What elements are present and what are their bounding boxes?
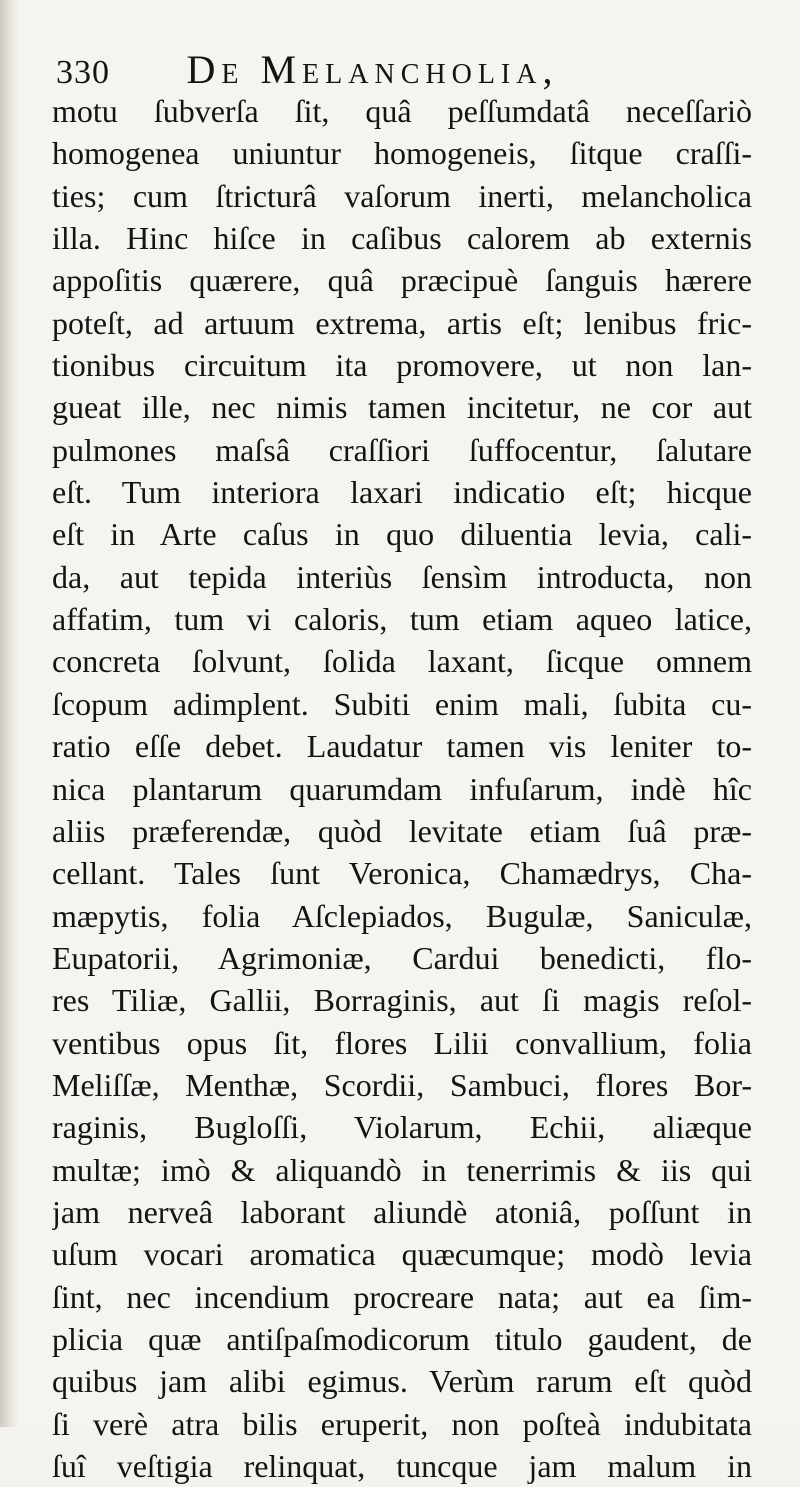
text-line: aliis præferendæ, quòd levitate etiam ſuâ præ- bbox=[52, 812, 752, 849]
running-title: De Melancholia, bbox=[186, 47, 559, 92]
text-line: ſcopum adimplent. Subiti enim mali, ſubita cu- bbox=[52, 685, 752, 722]
text-line: eſt. Tum interiora laxari indicatio eſt; hicque bbox=[52, 474, 752, 511]
text-line: plicia quæ antiſpaſmodicorum titulo gaudent, de bbox=[52, 1320, 752, 1357]
text-line: illa. Hinc hiſce in caſibus calorem ab externis bbox=[52, 220, 752, 257]
text-line: poteſt, ad artuum extrema, artis eſt; lenibus fric- bbox=[52, 304, 752, 341]
text-line: homogenea uniuntur homogeneis, ſitque craſſi- bbox=[52, 135, 752, 172]
text-line: mæpytis, folia Aſclepiados, Bugulæ, Saniculæ, bbox=[52, 897, 752, 934]
text-line: eſt in Arte caſus in quo diluentia levia, cali- bbox=[52, 516, 752, 553]
text-line: ratio eſſe debet. Laudatur tamen vis leniter to- bbox=[52, 728, 752, 765]
body-text bbox=[52, 90, 752, 1487]
text-line: multæ; imò & aliquandò in tenerrimis & iis qui bbox=[52, 1151, 752, 1188]
text-line: appoſitis quærere, quâ præcipuè ſanguis hærere bbox=[52, 262, 752, 299]
text-line: affatim, tum vi caloris, tum etiam aqueo latice, bbox=[52, 601, 752, 638]
text-line: motu ſubverſa ſit, quâ peſſumdatâ neceſſariò bbox=[52, 93, 752, 129]
text-line: res Tiliæ, Gallii, Borraginis, aut ſi magis reſol- bbox=[52, 982, 752, 1019]
text-line: jam nerveâ laborant aliundè atoniâ, poſſunt in bbox=[52, 1193, 752, 1230]
page-header bbox=[56, 47, 756, 92]
text-line: concreta ſolvunt, ſolida laxant, ſicque omnem bbox=[52, 643, 752, 680]
text-line: pulmones maſsâ craſſiori ſuffocentur, ſalutare bbox=[52, 431, 752, 468]
text-line: ſuî veſtigia relinquat, tuncque jam malum in bbox=[52, 1448, 752, 1484]
page-gutter bbox=[0, 0, 18, 1427]
text-line: ventibus opus ſit, flores Lilii convallium, folia bbox=[52, 1024, 752, 1061]
text-line: ſi verè atra bilis eruperit, non poſteà indubitata bbox=[52, 1405, 752, 1442]
text-line: Meliſſæ, Menthæ, Scordii, Sambuci, flores Bor- bbox=[52, 1066, 752, 1103]
text-line: nica plantarum quarumdam infuſarum, indè hîc bbox=[52, 770, 752, 807]
text-line: raginis, Bugloſſi, Violarum, Echii, aliæque bbox=[52, 1109, 752, 1146]
page-number: 330 bbox=[56, 54, 110, 91]
text-line: uſum vocari aromatica quæcumque; modò levia bbox=[52, 1236, 752, 1273]
text-line: tionibus circuitum ita promovere, ut non lan- bbox=[52, 347, 752, 384]
text-line: gueat ille, nec nimis tamen incitetur, ne cor aut bbox=[52, 389, 752, 426]
text-line: quibus jam alibi egimus. Verùm rarum eſt quòd bbox=[52, 1363, 752, 1400]
text-line: cellant. Tales ſunt Veronica, Chamædrys, Cha- bbox=[52, 855, 752, 892]
text-line: ties; cum ſtricturâ vaſorum inerti, melancholica bbox=[52, 177, 752, 214]
text-line: Eupatorii, Agrimoniæ, Cardui benedicti, flo- bbox=[52, 939, 752, 976]
text-line: ſint, nec incendium procreare nata; aut ea ſim- bbox=[52, 1278, 752, 1315]
text-line: da, aut tepida interiùs ſensìm introducta, non bbox=[52, 558, 752, 595]
